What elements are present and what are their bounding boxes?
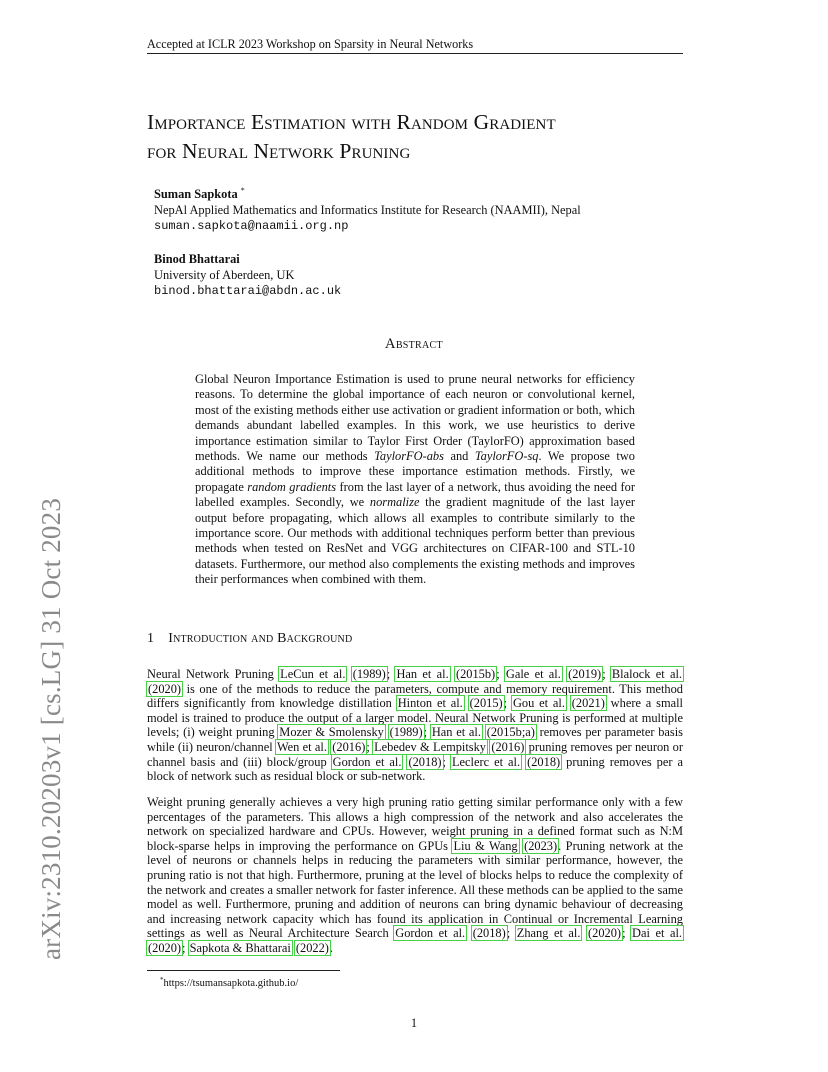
citation-link[interactable]: Gale et al. [505, 667, 561, 681]
citation-link[interactable]: Blalock et al. [611, 667, 682, 681]
citation-link[interactable]: Liu & Wang [453, 838, 518, 853]
abstract-text: Global Neuron Importance Estimation is used to prune neural networks for efficiency reasons. To determine the global importance of each neuron or convolutional kernel, most of the existing methods either use activation or gradient information or both, which demands abundant labelled examples. In this work, we use heuristics to derive importance estimation similar to Taylor First Order (TaylorFO) approximation based methods. We name our methods TaylorFO-abs and TaylorFO-sq. We propose two additional methods to improve these importance estimation methods. Firstly, we propagate random gradients from the last layer of a network, thus avoiding the need for labelled examples. Secondly, we normalize the gradient magnitude of the last layer output before propagating, which allows all examples to contribute similarly to the importance score. Our methods with additional techniques perform better than previous methods when tested on ResNet and VGG architectures on CIFAR-100 and STL-10 datasets. Furthermore, our method also complements the existing methods and improves their performances when combined with them. [195, 372, 635, 587]
citation-link[interactable]: (2015b) [455, 667, 496, 681]
citation-link[interactable]: LeCun et al. [280, 667, 346, 681]
citation-link[interactable]: (1989) [389, 725, 423, 740]
author-name: Suman Sapkota [154, 187, 238, 201]
author-name: Binod Bhattarai [154, 252, 240, 266]
section-title: Introduction and Background [168, 631, 353, 646]
footnote-url[interactable]: https://tsumansapkota.github.io/ [163, 978, 299, 989]
citation-link[interactable]: Han et al. [431, 725, 481, 740]
paragraph-intro-1: Neural Network Pruning LeCun et al. (1989); Han et al. (2015b); Gale et al. (2019); Blalock et al. (2020) is one of the methods to reduce the parameters, compute and memory requirement. This method differs significantly from knowledge distillation Hinton et al. (2015); Gou et al. (2021) where a small model is trained to produce the output of a larger model. Neural Network Pruning is performed at multiple levels; (i) weight pruning Mozer & Smolensky (1989); Han et al. (2015b;a) removes per parameter basis while (ii) neuron/channel Wen et al. (2016); Lebedev & Lempitsky (2016) pruning removes per neuron or channel basis and (iii) block/group Gordon et al. (2018); Leclerc et al. (2018) pruning removes per a block of network such as residual block or sub-network. [147, 667, 683, 784]
citation-link[interactable]: (2020) [148, 681, 182, 696]
citation-link[interactable]: Gordon et al. [395, 926, 466, 941]
citation-link[interactable]: (2018) [527, 754, 561, 769]
author-block-2 [154, 251, 694, 299]
footnote-rule [147, 970, 340, 971]
page-number: 1 [410, 1016, 418, 1030]
author-affiliation: University of Aberdeen, UK [154, 268, 295, 282]
section-heading [147, 631, 352, 647]
section-number: 1 [147, 631, 155, 646]
citation-link[interactable]: Lebedev & Lempitsky [374, 739, 487, 754]
header-rule [147, 53, 683, 54]
citation-link[interactable]: (2020) [588, 926, 622, 941]
author-email[interactable]: suman.sapkota@naamii.org.np [154, 219, 349, 233]
author-block-1 [154, 183, 694, 234]
title-line-1: Importance Estimation with Random Gradient [147, 110, 556, 134]
citation-link[interactable]: (2016) [491, 739, 525, 754]
footnote: *https://tsumansapkota.github.io/ [160, 976, 299, 989]
title-line-2: for Neural Network Pruning [147, 139, 411, 163]
citation-link[interactable]: Sapkota & Bhattarai [189, 940, 291, 955]
citation-link[interactable]: (2015b;a) [486, 725, 535, 740]
abstract-heading: Abstract [385, 336, 443, 352]
author-email[interactable]: binod.bhattarai@abdn.ac.uk [154, 284, 342, 298]
citation-link[interactable]: (2020) [148, 940, 182, 955]
author-affiliation: NepAl Applied Mathematics and Informatics Institute for Research (NAAMII), Nepal [154, 203, 581, 217]
citation-link[interactable]: Gordon et al. [332, 754, 402, 769]
paper-title [147, 108, 707, 166]
citation-link[interactable]: (2022) [295, 940, 329, 955]
citation-link[interactable]: Mozer & Smolensky [279, 725, 384, 740]
citation-link[interactable]: Wen et al. [276, 739, 327, 754]
paragraph-intro-2: Weight pruning generally achieves a very high pruning ratio getting similar performance only with a few percentages of the parameters. This allows a high compression of the network and also accelerates the network on specialized hardware and CPUs. However, weight pruning in a defined format such as N:M block-sparse helps in improving the performance on GPUs Liu & Wang (2023). Pruning network at the level of neurons or channels helps in reducing the parameters with similar performance, however, the pruning ratio is not that high. Furthermore, pruning at the level of blocks helps to reduce the complexity of the network and creates a smaller network for faster inference. All these methods can be applied to the same model as well. Furthermore, pruning and addition of neurons can bring dynamic behaviour of decreasing and increasing network capacity which has found its application in Continual or Incremental Learning settings as well as Neural Architecture Search Gordon et al. (2018); Zhang et al. (2020); Dai et al. (2020); Sapkota & Bhattarai (2022). [147, 795, 683, 955]
citation-link[interactable]: Dai et al. [632, 926, 682, 941]
citation-link[interactable]: (2023) [524, 838, 558, 853]
citation-link[interactable]: (1989) [352, 667, 386, 681]
citation-link[interactable]: (2019) [568, 667, 602, 681]
running-header: Accepted at ICLR 2023 Workshop on Sparsity in Neural Networks [147, 37, 474, 51]
footnote-marker[interactable]: * [240, 186, 245, 195]
citation-link[interactable]: Zhang et al. [516, 926, 581, 941]
citation-link[interactable]: Gou et al. [512, 696, 565, 711]
citation-link[interactable]: Han et al. [396, 667, 449, 681]
citation-link[interactable]: (2018) [472, 926, 506, 941]
citation-link[interactable]: (2015) [469, 696, 503, 711]
arxiv-stamp-text: arXiv:2310.20203v1 [cs.LG] 31 Oct 2023 [36, 497, 66, 960]
citation-link[interactable]: (2016) [332, 739, 366, 754]
citation-link[interactable]: (2018) [408, 754, 442, 769]
citation-link[interactable]: Hinton et al. [397, 696, 463, 711]
citation-link[interactable]: (2021) [571, 696, 605, 711]
citation-link[interactable]: Leclerc et al. [451, 754, 521, 769]
